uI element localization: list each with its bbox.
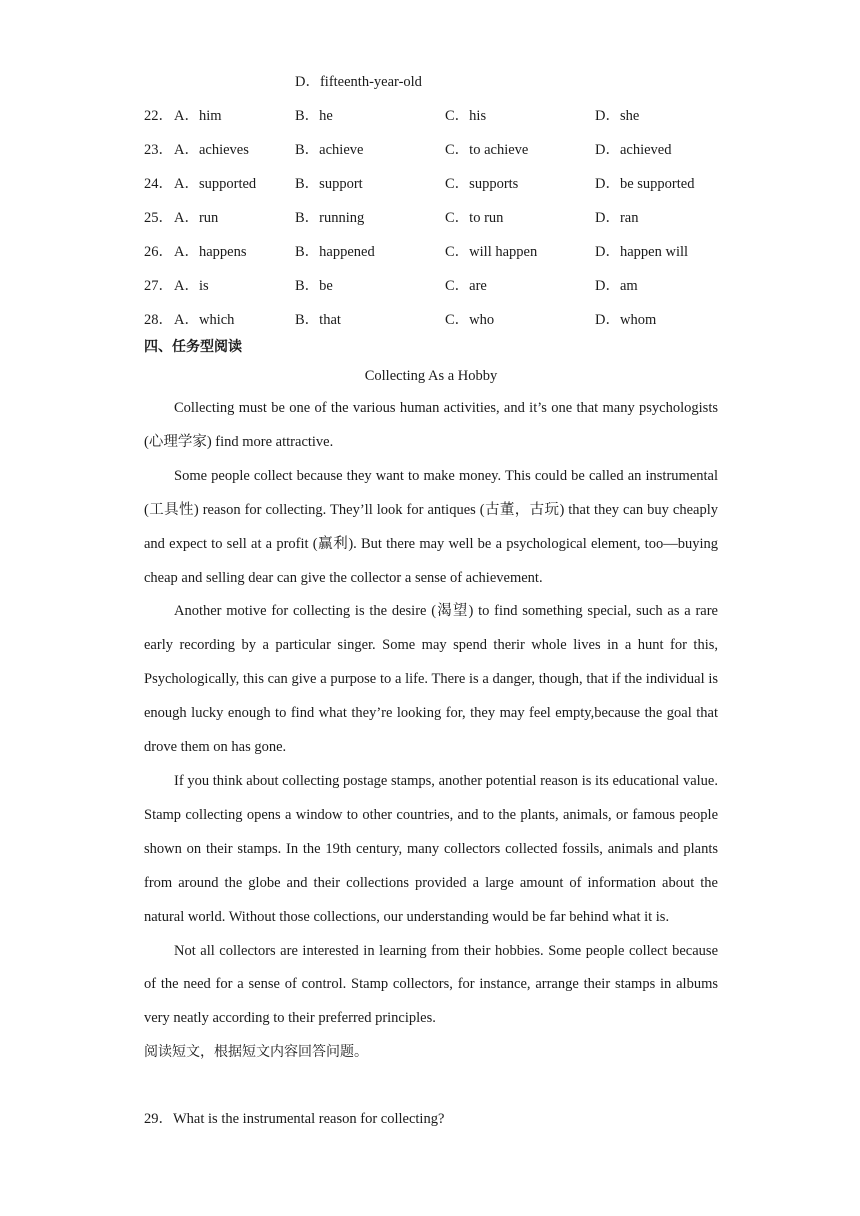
passage-paragraph: Some people collect because they want to make money. This could be called an instrumental (工具性) reason for collecting. They’ll look for antiques (古董，古玩) that they can buy cheaply and expect to sell at a profit (赢利). But there may well be a psychological element, too—buying cheap and selling dear can give the collector a sense of achievement. — [144, 467, 718, 586]
option-a: A．achieves — [174, 142, 249, 158]
instruction-text: 阅读短文，根据短文内容回答问题。 — [144, 1044, 368, 1060]
option-d: D．she — [595, 108, 640, 124]
option-d: D．happen will — [595, 244, 689, 260]
question-row-23 — [144, 140, 744, 160]
question-number: 27． — [144, 278, 173, 294]
option-c: C．to run — [445, 210, 504, 226]
option-b: B．support — [295, 176, 363, 192]
option-a: A．supported — [174, 176, 257, 192]
option-b: B．happened — [295, 244, 375, 260]
option-d: D．ran — [595, 210, 639, 226]
option-a: A．is — [174, 278, 209, 294]
question-number: 23． — [144, 142, 173, 158]
question-number: 28． — [144, 312, 173, 328]
option-c: C．supports — [445, 176, 519, 192]
question-row-25 — [144, 208, 744, 228]
option-b: B．that — [295, 312, 341, 328]
option-d: D．be supported — [595, 176, 695, 192]
option-d: D．am — [595, 278, 638, 294]
option-c: C．who — [445, 312, 495, 328]
passage-paragraph: Not all collectors are interested in learning from their hobbies. Some people collect because of the need for a sense of control. Stamp collectors, for instance, arrange their stamps in albums very neatly according to their preferred principles. — [144, 942, 718, 1027]
option-c: C．his — [445, 108, 487, 124]
question-row-22 — [144, 106, 744, 126]
question-29: 29．What is the instrumental reason for collecting? — [144, 1111, 445, 1127]
option-a: A．happens — [174, 244, 247, 260]
option-b: B．he — [295, 108, 333, 124]
option-b: B．be — [295, 278, 333, 294]
option-a: A．run — [174, 210, 219, 226]
option-d: D．achieved — [595, 142, 672, 158]
option-c: C．are — [445, 278, 487, 294]
question-row-27 — [144, 276, 744, 296]
option-a: A．which — [174, 312, 235, 328]
option-d-continued: D．fifteenth-year-old — [295, 74, 422, 90]
passage-paragraph: If you think about collecting postage stamps, another potential reason is its educational value. Stamp collecting opens a window to other countries, and to the plants, animals, or famous people shown on their stamps. In the 19th century, many collectors collected fossils, animals and plants from around the globe and their collections provided a large amount of information about the natural world. Without those collections, our understanding would be far behind what it is. — [144, 772, 718, 925]
question-number: 22． — [144, 108, 173, 124]
question-number: 26． — [144, 244, 173, 260]
option-a: A．him — [174, 108, 222, 124]
passage-paragraph: Collecting must be one of the various human activities, and it’s one that many psychologists (心理学家) find more attractive. — [144, 400, 718, 450]
passage-paragraph: Another motive for collecting is the desire (渴望) to find something special, such as a rare early recording by a particular singer. Some may spend therir whole lives in a hunt for this, Psychologically, this can give a purpose to a life. There is a danger, though, that if the individual is enough lucky enough to find what they’re looking for, they may feel empty,because the goal that drove them on has gone. — [144, 603, 718, 756]
option-b: B．running — [295, 210, 365, 226]
section-title: 四、任务型阅读 — [144, 339, 242, 355]
passage-body — [144, 392, 718, 1036]
question-row-26 — [144, 242, 744, 262]
option-c: C．to achieve — [445, 142, 529, 158]
question-number: 24． — [144, 176, 173, 192]
option-d: D．whom — [595, 312, 657, 328]
option-b: B．achieve — [295, 142, 364, 158]
option-c: C．will happen — [445, 244, 538, 260]
question-row-28 — [144, 310, 744, 330]
question-row-24 — [144, 174, 744, 194]
question-number: 25． — [144, 210, 173, 226]
passage-title: Collecting As a Hobby — [364, 368, 498, 384]
